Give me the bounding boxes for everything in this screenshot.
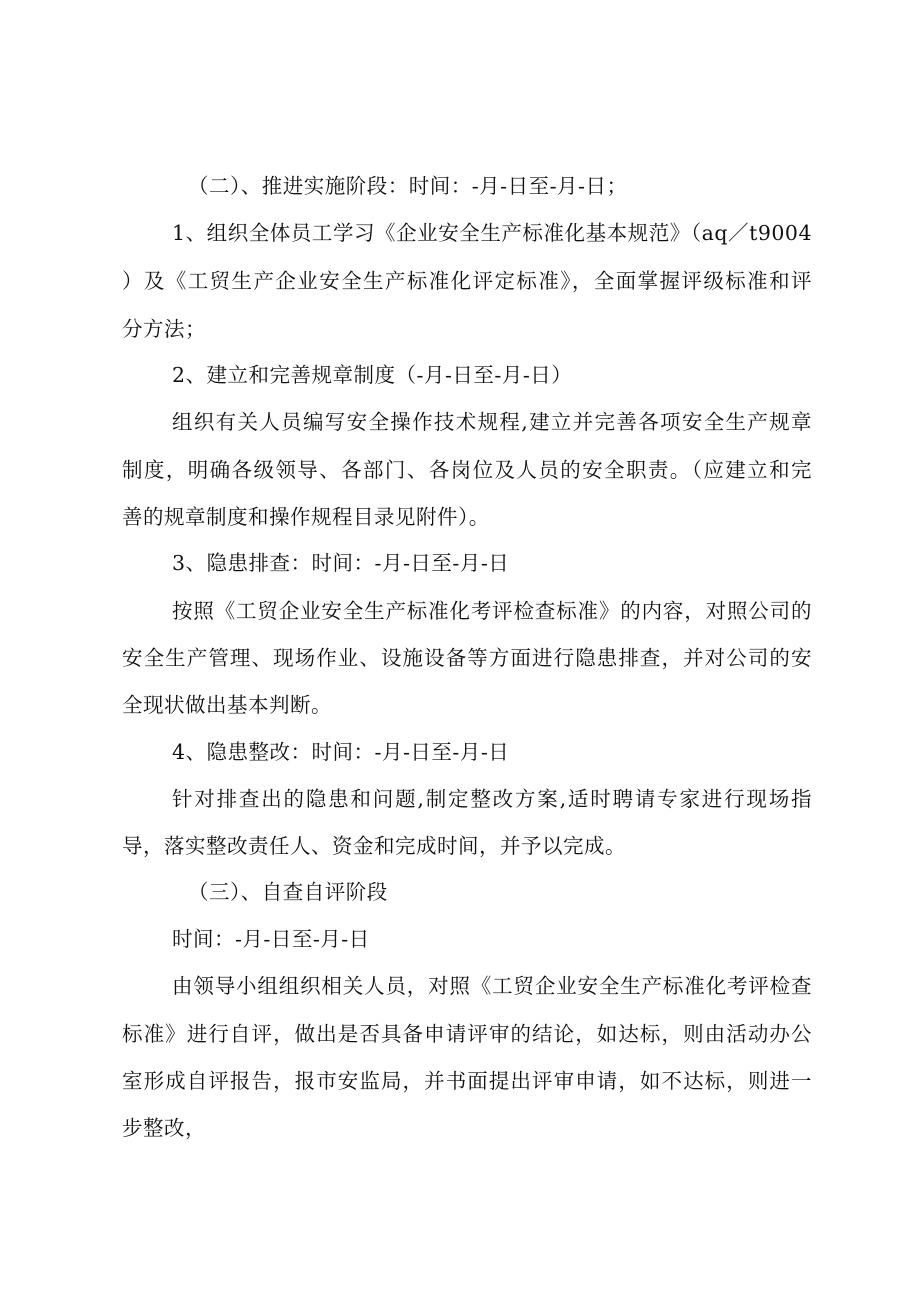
item-2-heading: 2、建立和完善规章制度（-月-日至-月-日） <box>172 363 573 387</box>
item-1-line-2: ）及《工贸生产企业安全生产标准化评定标准》，全面掌握评级标准和评 <box>122 269 812 293</box>
item-4-heading: 4、隐患整改：时间：-月-日至-月-日 <box>172 740 510 764</box>
item-3-para-line-1: 按照《工贸企业安全生产标准化考评检查标准》的内容，对照公司的 <box>172 599 812 623</box>
item-4-para-line-1: 针对排查出的隐患和问题,制定整改方案,适时聘请专家进行现场指 <box>172 787 812 811</box>
section-heading-self-check: （三）、自查自评阶段 <box>188 880 388 904</box>
self-check-time: 时间：-月-日至-月-日 <box>172 927 370 951</box>
item-1-line-1: 1、组织全体员工学习《企业安全生产标准化基本规范》（aq／t9004 <box>172 221 812 245</box>
item-3-para-line-3: 全现状做出基本判断。 <box>122 693 332 717</box>
item-3-heading: 3、隐患排查：时间：-月-日至-月-日 <box>172 551 510 575</box>
item-2-para-line-2: 制度，明确各级领导、各部门、各岗位及人员的安全职责。（应建立和完 <box>122 458 812 482</box>
item-2-para-line-1: 组织有关人员编写安全操作技术规程,建立并完善各项安全生产规章 <box>172 410 812 434</box>
item-1-line-3: 分方法； <box>122 317 206 341</box>
section-heading-implementation: （二）、推进实施阶段：时间：-月-日至-月-日； <box>188 174 628 198</box>
self-check-para-line-4: 步整改， <box>122 1116 206 1140</box>
item-4-para-line-2: 导，落实整改责任人、资金和完成时间，并予以完成。 <box>122 834 626 858</box>
item-3-para-line-2: 安全生产管理、现场作业、设施设备等方面进行隐患排查，并对公司的安 <box>122 646 812 670</box>
item-2-para-line-3: 善的规章制度和操作规程目录见附件）。 <box>122 505 490 529</box>
self-check-para-line-1: 由领导小组组织相关人员，对照《工贸企业安全生产标准化考评检查 <box>172 974 812 998</box>
self-check-para-line-2: 标准》进行自评，做出是否具备申请评审的结论，如达标，则由活动办公 <box>122 1022 812 1046</box>
self-check-para-line-3: 室形成自评报告，报市安监局，并书面提出评审申请，如不达标，则进一 <box>122 1069 812 1093</box>
